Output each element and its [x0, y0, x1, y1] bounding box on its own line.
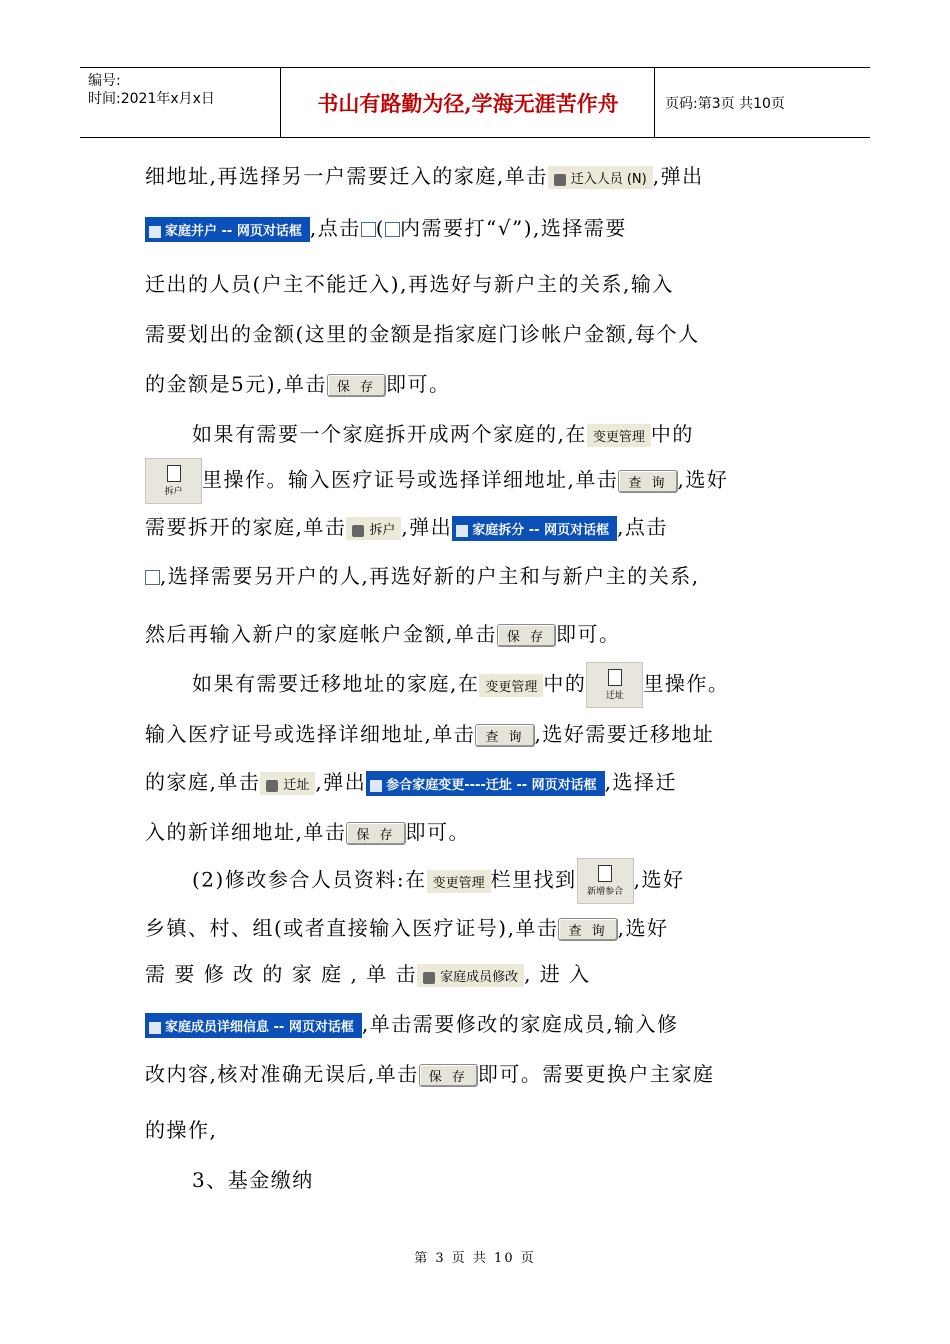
dialog-icon [456, 525, 468, 537]
dialog-icon [370, 780, 382, 792]
header-motto: 书山有路勤为径,学海无涯苦作舟 [282, 68, 655, 137]
dialog-title-merge: 家庭并户 -- 网页对话框 [145, 217, 310, 242]
body-line: 需 要 修 改 的 家 庭 , 单 击 家庭成员修改 , 进 入 [145, 962, 591, 986]
header-meta [80, 68, 281, 137]
dialog-title-relocate: 参合家庭变更----迁址 -- 网页对话框 [366, 771, 604, 796]
people-icon [554, 174, 566, 186]
body-line: 乡镇、村、组(或者直接输入医疗证号),单击 查 询 ,选好 [145, 916, 669, 940]
section-heading: 3、基金缴纳 [192, 1168, 314, 1192]
body-line: (2)修改参合人员资料:在 变更管理 栏里找到 新增参合 ,选好 [192, 858, 684, 904]
save-button[interactable]: 保 存 [497, 624, 556, 647]
dialog-title-member-detail: 家庭成员详细信息 -- 网页对话框 [145, 1013, 362, 1038]
edit-family-member-button[interactable]: 家庭成员修改 [417, 964, 524, 987]
body-line: 需要划出的金额(这里的金额是指家庭门诊帐户金额,每个人 [145, 322, 700, 346]
header-page-info: 页码:第3页 共10页 [665, 95, 785, 112]
new-enrollment-tool[interactable]: 新增参合 [577, 858, 634, 904]
code-label: 编号: [88, 73, 121, 89]
body-line: 的操作, [145, 1118, 218, 1142]
body-line: 迁出的人员(户主不能迁入),再选好与新户主的关系,输入 [145, 272, 674, 296]
change-management-tab[interactable]: 变更管理 [479, 674, 543, 697]
dialog-title-split: 家庭拆分 -- 网页对话框 [452, 516, 617, 541]
body-line: 拆户 里操作。输入医疗证号或选择详细地址,单击 查 询 ,选好 [145, 458, 728, 504]
body-line: 细地址,再选择另一户需要迁入的家庭,单击 迁入人员 (N) ,弹出 [145, 164, 704, 188]
document-icon [598, 865, 612, 882]
relocate-button[interactable]: 迁址 [260, 772, 315, 795]
document-icon [608, 669, 622, 686]
dialog-icon [149, 1022, 161, 1034]
query-button[interactable]: 查 询 [618, 470, 677, 493]
split-household-tool[interactable]: 拆户 [145, 458, 202, 504]
query-button[interactable]: 查 询 [475, 724, 534, 747]
building-icon [266, 780, 278, 792]
body-line: 家庭并户 -- 网页对话框 ,点击 ( 内需要打“√”),选择需要 [145, 212, 627, 242]
move-in-member-button[interactable]: 迁入人员 (N) [548, 166, 653, 189]
change-management-tab[interactable]: 变更管理 [427, 870, 491, 893]
body-line: 如果有需要迁移地址的家庭,在 变更管理 中的 迁址 里操作。 [192, 662, 729, 708]
body-line: 如果有需要一个家庭拆开成两个家庭的,在 变更管理 中的 [192, 422, 694, 446]
checkbox-icon[interactable] [361, 222, 376, 237]
body-line: 需要拆开的家庭,单击 拆户 ,弹出 家庭拆分 -- 网页对话框 ,点击 [145, 515, 668, 539]
save-button[interactable]: 保 存 [346, 822, 405, 845]
split-icon [352, 525, 364, 537]
checkbox-icon[interactable] [385, 222, 400, 237]
edit-icon [423, 972, 435, 984]
page-header [80, 67, 870, 138]
body-line: 输入医疗证号或选择详细地址,单击 查 询 ,选好需要迁移地址 [145, 722, 715, 746]
body-line: ,选择需要另开户的人,再选好新的户主和与新户主的关系, [145, 560, 700, 589]
body-line: 入的新详细地址,单击 保 存 即可。 [145, 820, 470, 844]
body-line: 家庭成员详细信息 -- 网页对话框 ,单击需要修改的家庭成员,输入修 [145, 1008, 679, 1038]
save-button[interactable]: 保 存 [327, 374, 386, 397]
time-label: 时间:2021年x月x日 [88, 91, 215, 107]
checkbox-icon[interactable] [145, 570, 160, 585]
dialog-icon [149, 226, 161, 238]
relocate-address-tool[interactable]: 迁址 [586, 662, 643, 708]
query-button[interactable]: 查 询 [558, 918, 617, 941]
document-icon [167, 465, 181, 482]
change-management-tab[interactable]: 变更管理 [587, 424, 651, 447]
body-line: 的家庭,单击 迁址 ,弹出 参合家庭变更----迁址 -- 网页对话框 ,选择迁 [145, 770, 678, 794]
body-line: 的金额是5元),单击 保 存 即可。 [145, 372, 451, 396]
split-household-button[interactable]: 拆户 [346, 517, 401, 540]
body-line: 改内容,核对准确无误后,单击 保 存 即可。需要更换户主家庭 [145, 1062, 715, 1086]
page-footer: 第 3 页 共 10 页 [414, 1251, 536, 1266]
save-button[interactable]: 保 存 [419, 1064, 478, 1087]
body-line: 然后再输入新户的家庭帐户金额,单击 保 存 即可。 [145, 622, 621, 646]
